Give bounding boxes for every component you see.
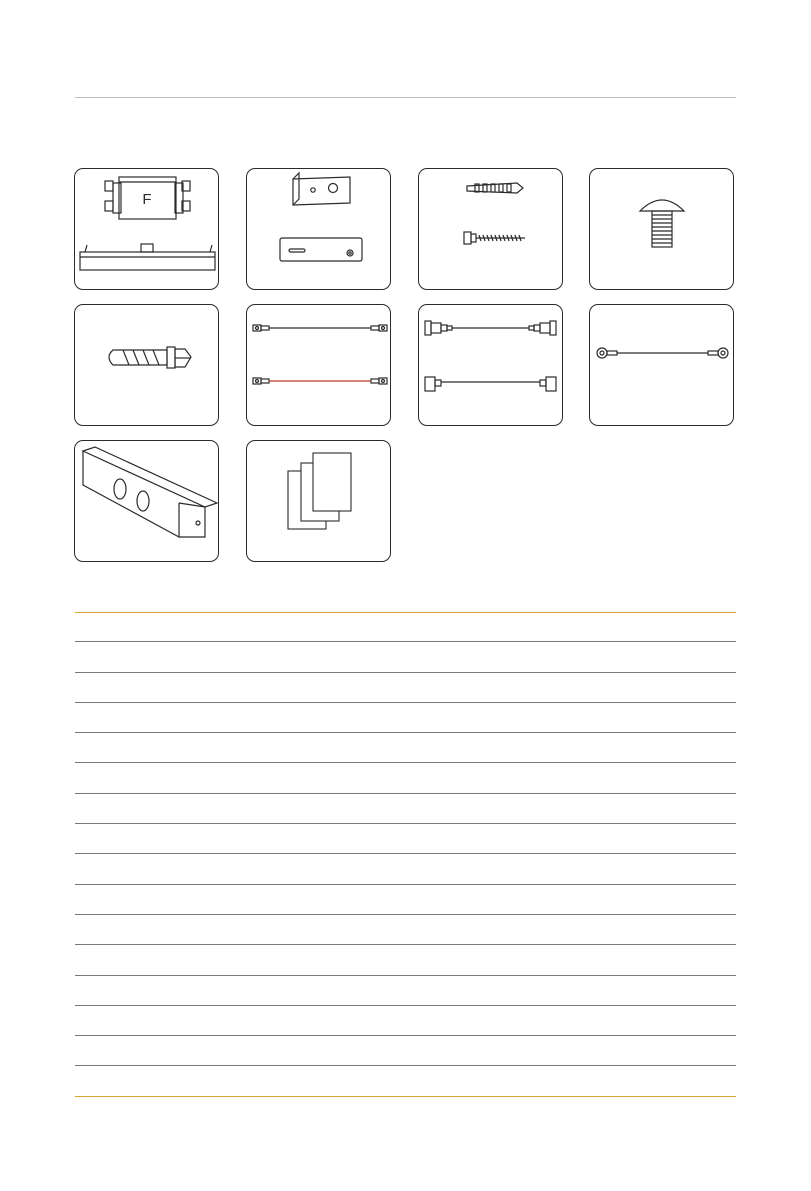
item-card-documents bbox=[246, 440, 391, 562]
table-row bbox=[75, 1066, 736, 1096]
item-card-communication-cables bbox=[418, 304, 563, 426]
item-card-power-cables bbox=[246, 304, 391, 426]
table-row bbox=[75, 733, 736, 763]
table-row bbox=[75, 854, 736, 884]
base-label: F bbox=[142, 191, 152, 208]
table-row bbox=[75, 642, 736, 672]
item-card-screw bbox=[589, 168, 734, 290]
expansion-screw-icon bbox=[419, 169, 564, 291]
table-row bbox=[75, 945, 736, 975]
table-row bbox=[75, 673, 736, 703]
table-row bbox=[75, 763, 736, 793]
table-row bbox=[75, 885, 736, 915]
screw-icon bbox=[590, 169, 735, 291]
cover-box-icon bbox=[75, 441, 220, 563]
item-card-cover bbox=[74, 440, 219, 562]
table-row bbox=[75, 824, 736, 854]
communication-cable-icon bbox=[419, 305, 564, 427]
table-row bbox=[75, 612, 736, 642]
bracket-icon bbox=[247, 169, 392, 291]
item-card-bracket bbox=[246, 168, 391, 290]
item-card-expansion-screw bbox=[418, 168, 563, 290]
header-rule bbox=[75, 97, 736, 98]
table-row bbox=[75, 915, 736, 945]
table-row bbox=[75, 976, 736, 1006]
item-card-battery-base bbox=[74, 168, 219, 290]
expansion-bolt-icon bbox=[75, 305, 220, 427]
table-row bbox=[75, 1006, 736, 1036]
packing-list-table bbox=[75, 612, 736, 1097]
item-card-ground-cable bbox=[589, 304, 734, 426]
table-row bbox=[75, 794, 736, 824]
item-card-expansion-bolt bbox=[74, 304, 219, 426]
table-row bbox=[75, 703, 736, 733]
power-cable-icon bbox=[247, 305, 392, 427]
battery-base-icon bbox=[75, 169, 220, 291]
documents-icon bbox=[247, 441, 392, 563]
ground-cable-icon bbox=[590, 305, 735, 427]
table-row bbox=[75, 1036, 736, 1066]
